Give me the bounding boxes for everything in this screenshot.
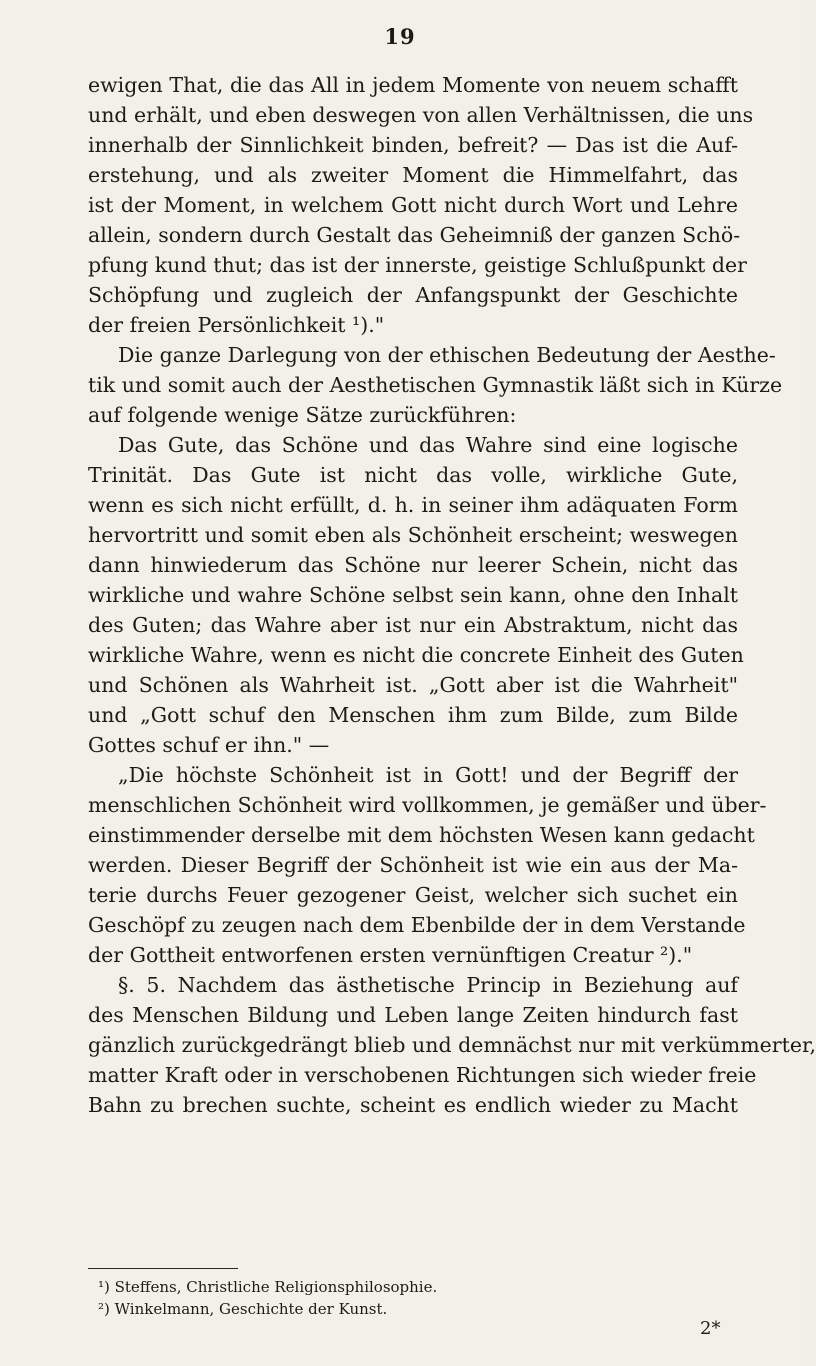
text-line: Schöpfung und zugleich der Anfangspunkt der Geschichte <box>88 283 738 307</box>
text-line: Die ganze Darlegung von der ethischen Bedeutung der Aesthe- <box>118 343 776 367</box>
text-line: Gottes schuf er ihn." — <box>88 733 330 757</box>
footnote-2: ²) Winkelmann, Geschichte der Kunst. <box>98 1300 388 1318</box>
text-line: Das Gute, das Schöne und das Wahre sind eine logische <box>118 433 738 457</box>
text-line: des Menschen Bildung und Leben lange Zeiten hindurch fast <box>88 1003 738 1027</box>
text-line: Trinität. Das Gute ist nicht das volle, wirkliche Gute, <box>88 463 738 487</box>
text-line: hervortritt und somit eben als Schönheit erscheint; weswegen <box>88 523 738 547</box>
text-line: und erhält, und eben deswegen von allen Verhältnissen, die uns <box>88 103 754 127</box>
text-line: des Guten; das Wahre aber ist nur ein Abstraktum, nicht das <box>88 613 738 637</box>
text-line: erstehung, und als zweiter Moment die Himmelfahrt, das <box>88 163 738 187</box>
text-line: der freien Persönlichkeit ¹)." <box>88 313 385 337</box>
text-line: tik und somit auch der Aesthetischen Gymnastik läßt sich in Kürze <box>88 373 783 397</box>
body-text <box>88 70 816 1120</box>
text-line: innerhalb der Sinnlichkeit binden, befreit? — Das ist die Auf- <box>88 133 738 157</box>
text-line: Bahn zu brechen suchte, scheint es endlich wieder zu Macht <box>88 1093 738 1117</box>
text-line: dann hinwiederum das Schöne nur leerer Schein, nicht das <box>88 553 738 577</box>
text-line: pfung kund thut; das ist der innerste, geistige Schlußpunkt der <box>88 253 747 277</box>
text-line: terie durchs Feuer gezogener Geist, welcher sich suchet ein <box>88 883 738 907</box>
page-number: 19 <box>384 24 416 49</box>
text-line: wirkliche Wahre, wenn es nicht die concrete Einheit des Guten <box>88 643 744 667</box>
signature-mark: 2* <box>700 1318 721 1339</box>
text-line: ist der Moment, in welchem Gott nicht durch Wort und Lehre <box>88 193 738 217</box>
text-line: auf folgende wenige Sätze zurückführen: <box>88 403 517 427</box>
text-line: wenn es sich nicht erfüllt, d. h. in seiner ihm adäquaten Form <box>88 493 738 517</box>
text-line: der Gottheit entworfenen ersten vernünftigen Creatur ²)." <box>88 943 693 967</box>
text-line: gänzlich zurückgedrängt blieb und demnächst nur mit verkümmerter, <box>88 1033 816 1057</box>
footnote-1: ¹) Steffens, Christliche Religionsphilosophie. <box>98 1278 438 1296</box>
text-line: Geschöpf zu zeugen nach dem Ebenbilde der in dem Verstande <box>88 913 746 937</box>
text-line: werden. Dieser Begriff der Schönheit ist wie ein aus der Ma- <box>88 853 738 877</box>
text-line: und „Gott schuf den Menschen ihm zum Bilde, zum Bilde <box>88 703 738 727</box>
text-line: §. 5. Nachdem das ästhetische Princip in Beziehung auf <box>118 973 738 997</box>
footnote-divider <box>88 1268 238 1269</box>
text-line: „Die höchste Schönheit ist in Gott! und der Begriff der <box>118 763 738 787</box>
text-line: und Schönen als Wahrheit ist. „Gott aber ist die Wahrheit" <box>88 673 738 697</box>
text-line: einstimmender derselbe mit dem höchsten Wesen kann gedacht <box>88 823 755 847</box>
text-line: matter Kraft oder in verschobenen Richtungen sich wieder freie <box>88 1063 757 1087</box>
text-line: allein, sondern durch Gestalt das Geheimniß der ganzen Schö- <box>88 223 741 247</box>
text-line: wirkliche und wahre Schöne selbst sein kann, ohne den Inhalt <box>88 583 738 607</box>
text-line: ewigen That, die das All in jedem Momente von neuem schafft <box>88 73 738 97</box>
text-line: menschlichen Schönheit wird vollkommen, je gemäßer und über- <box>88 793 767 817</box>
footnotes <box>98 1276 738 1320</box>
